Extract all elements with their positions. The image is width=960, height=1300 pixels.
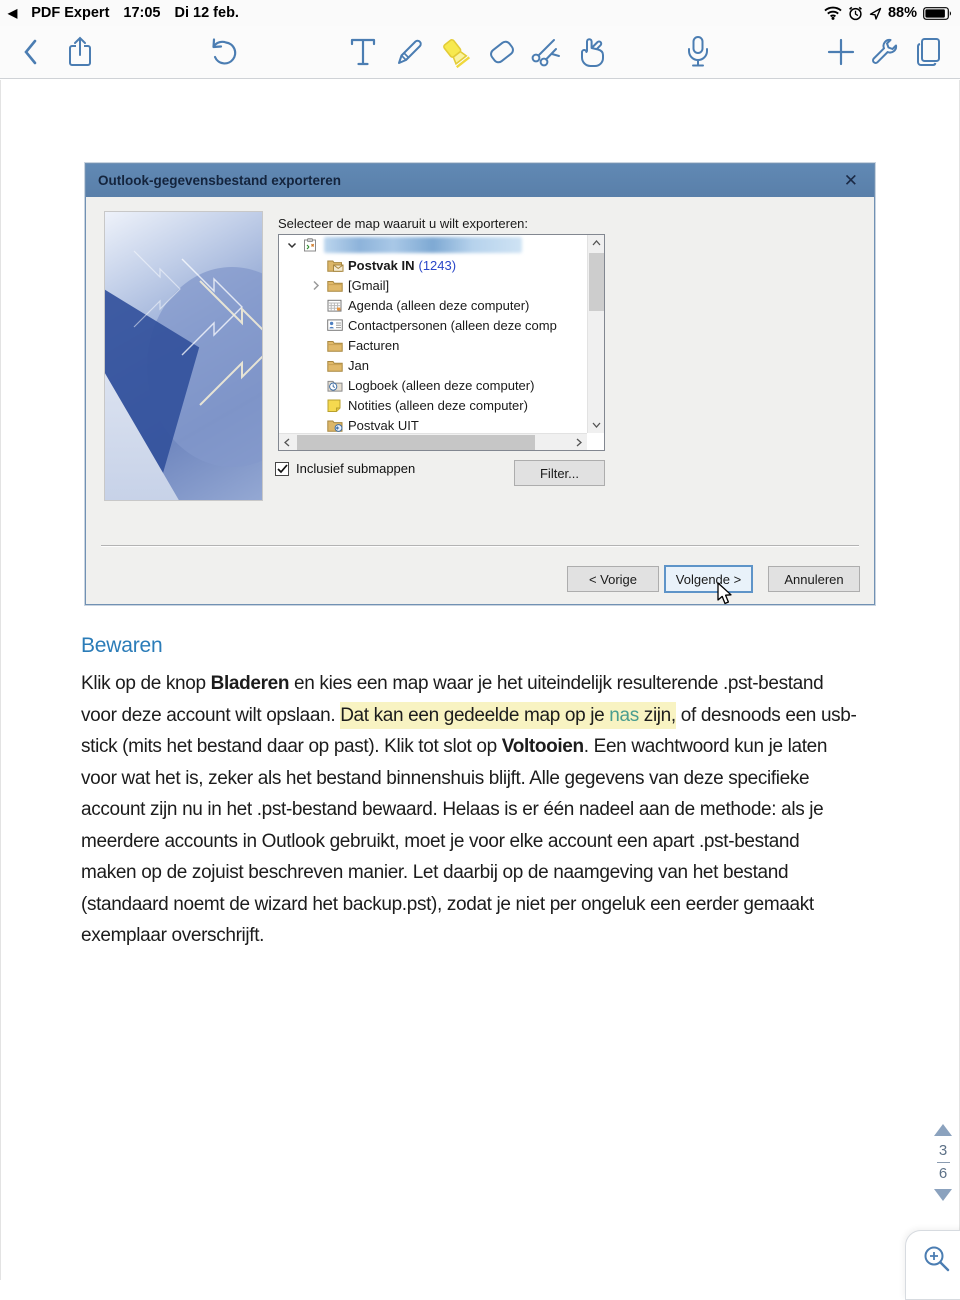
body-text: exemplaar overschrijft. — [81, 925, 265, 946]
tree-item-label: Notities (alleen deze computer) — [348, 397, 528, 413]
horizontal-scrollbar[interactable] — [279, 433, 587, 450]
tree-item-label: Agenda (alleen deze computer) — [348, 297, 530, 313]
app-name: PDF Expert — [31, 5, 110, 21]
tree-item[interactable] — [279, 235, 587, 255]
scroll-down-icon[interactable] — [588, 417, 605, 433]
dialog-title: Outlook-gegevensbestand exporteren — [98, 173, 342, 188]
note-icon — [327, 399, 346, 412]
wizard-artwork — [104, 211, 263, 501]
close-icon[interactable]: ✕ — [843, 170, 858, 190]
dialog-titlebar — [86, 164, 874, 197]
tree-item[interactable] — [279, 275, 587, 295]
status-time: 17:05 — [123, 5, 161, 21]
account-icon — [303, 238, 322, 252]
text-tool-button[interactable] — [341, 30, 385, 74]
tree-item-label: Postvak IN (1243) — [348, 257, 457, 273]
back-to-app-indicator[interactable]: ◀ — [8, 6, 18, 20]
tree-item[interactable] — [279, 335, 587, 355]
folder-icon — [327, 359, 346, 372]
section-heading: Bewaren — [81, 634, 163, 657]
include-subfolders-checkbox[interactable] — [275, 462, 289, 476]
highlighted-text: Dat kan een gedeelde map op je — [340, 704, 610, 726]
scissors-tool-button[interactable] — [523, 30, 567, 74]
next-page-icon[interactable] — [934, 1189, 952, 1201]
hand-tool-button[interactable] — [569, 30, 613, 74]
expander-down-icon[interactable] — [281, 241, 303, 250]
eraser-tool-button[interactable] — [480, 30, 524, 74]
body-text: voor wat het is, zeker als het bestand binnenshuis blijft. Alle gegevens van deze specifieke — [81, 767, 810, 789]
redacted-account-name — [324, 237, 522, 253]
tree-label: Selecteer de map waaruit u wilt exporteren: — [278, 216, 529, 231]
body-text: Voltooien — [501, 736, 584, 757]
filter-button[interactable]: Filter... — [514, 460, 605, 486]
wifi-icon — [824, 6, 842, 20]
tree-item-label: Postvak UIT — [348, 417, 419, 433]
back-button[interactable] — [8, 30, 52, 74]
contact-icon — [327, 319, 346, 331]
body-text: voor deze account wilt opslaan. — [81, 704, 341, 726]
battery-icon — [923, 7, 952, 20]
dialog-separator — [101, 545, 859, 547]
tree-item-label: Facturen — [348, 337, 400, 353]
total-pages: 6 — [938, 1165, 948, 1182]
folder-tree — [279, 235, 587, 433]
article-paragraph — [81, 668, 881, 952]
tree-item[interactable] — [279, 255, 587, 275]
zoom-in-icon — [922, 1244, 952, 1299]
horizontal-scroll-thumb[interactable] — [297, 435, 535, 450]
battery-percent: 88% — [887, 5, 917, 21]
cursor-pointer — [714, 582, 736, 609]
tree-item[interactable] — [279, 315, 587, 335]
body-text: Klik op de knop — [81, 673, 211, 694]
pages-button[interactable] — [907, 30, 951, 74]
tree-item[interactable] — [279, 295, 587, 315]
page-divider — [937, 1162, 950, 1163]
body-text: meerdere accounts in Outlook gebruikt, moet je voor elke account een apart .pst-bestand — [81, 830, 800, 852]
highlighted-text: nas — [609, 704, 639, 726]
previous-page-icon[interactable] — [934, 1124, 952, 1136]
body-text: (standaard noemt de wizard het backup.pst), zodat je niet per ongeluk een eerder gemaakt — [81, 893, 814, 915]
tree-item-label: [Gmail] — [348, 277, 390, 293]
cancel-button[interactable]: Annuleren — [768, 566, 860, 592]
folder-icon — [327, 339, 346, 352]
tree-item[interactable] — [279, 355, 587, 375]
status-bar — [0, 0, 960, 26]
expander-right-icon[interactable] — [305, 280, 327, 291]
highlighted-text: zijn, — [638, 704, 676, 726]
add-annotation-button[interactable] — [819, 30, 863, 74]
share-button[interactable] — [58, 30, 102, 74]
scroll-up-icon[interactable] — [588, 235, 605, 251]
tree-item[interactable] — [279, 415, 587, 433]
next-button[interactable]: Volgende > — [664, 565, 753, 593]
zoom-button[interactable] — [905, 1230, 960, 1300]
tree-item[interactable] — [279, 395, 587, 415]
body-text: maken op de zojuist beschreven manier. Let daarbij op de naamgeving van het bestand — [81, 862, 789, 883]
microphone-button[interactable] — [676, 30, 720, 74]
body-text: en kies een map waar je het uiteindelijk resulterende .pst-bestand — [289, 673, 824, 694]
current-page: 3 — [938, 1142, 948, 1159]
tree-item[interactable] — [279, 375, 587, 395]
outbox-icon — [327, 419, 346, 432]
scroll-right-icon[interactable] — [571, 434, 587, 450]
pen-tool-button[interactable] — [388, 30, 432, 74]
body-text: . Een wachtwoord kun je laten — [583, 736, 828, 757]
scroll-left-icon[interactable] — [279, 434, 295, 450]
mailfolder-icon — [327, 259, 346, 272]
body-text: of desnoods een usb- — [675, 704, 857, 726]
journal-icon — [327, 379, 346, 392]
tree-item-label: Logboek (alleen deze computer) — [348, 377, 535, 393]
vertical-scroll-thumb[interactable] — [589, 253, 604, 311]
vertical-scrollbar[interactable] — [587, 235, 604, 433]
status-date: Di 12 feb. — [174, 5, 239, 21]
highlighter-tool-button[interactable] — [433, 30, 477, 74]
folder-treebox — [278, 234, 605, 451]
tree-item-label: Contactpersonen (alleen deze comp — [348, 317, 557, 333]
alarm-icon — [848, 6, 863, 21]
body-text: stick (mits het bestand daar op past). Klik tot slot op — [81, 736, 502, 757]
undo-button[interactable] — [201, 30, 245, 74]
previous-button[interactable]: < Vorige — [567, 566, 659, 592]
body-text: Bladeren — [210, 673, 290, 694]
include-subfolders-label: Inclusief submappen — [296, 461, 416, 476]
page-navigator — [928, 1124, 958, 1201]
body-text: account zijn nu in het .pst-bestand bewaard. Helaas is er één nadeel aan de methode: als je — [81, 799, 824, 820]
outlook-export-dialog — [85, 163, 875, 605]
unread-count: (1243) — [418, 257, 457, 273]
calendar-icon — [327, 299, 346, 312]
location-icon — [869, 7, 882, 20]
folder-icon — [327, 279, 346, 292]
tree-item-label: Jan — [348, 357, 369, 373]
settings-wrench-button[interactable] — [862, 30, 906, 74]
annotation-toolbar — [0, 26, 960, 79]
